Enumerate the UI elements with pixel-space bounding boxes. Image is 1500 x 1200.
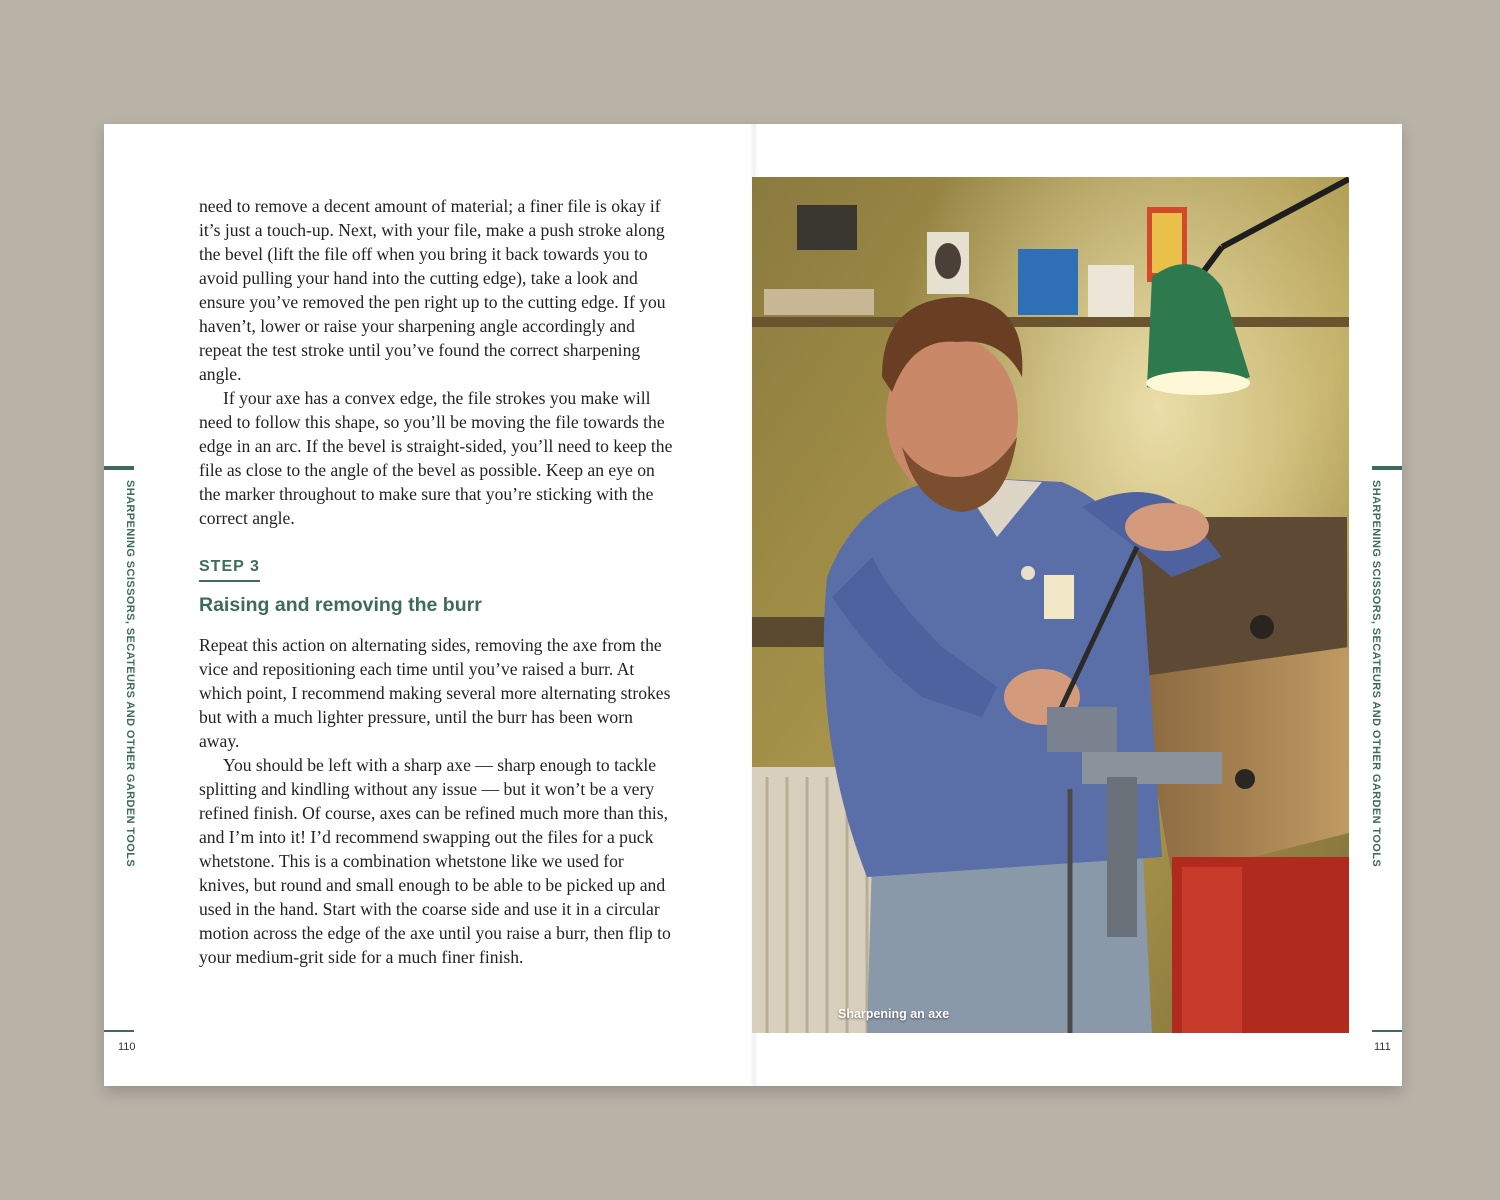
right-side-tab-bar bbox=[1372, 466, 1402, 470]
photo-caption: Sharpening an axe bbox=[838, 1007, 950, 1021]
left-page bbox=[104, 124, 752, 1086]
right-side-tab-label: SHARPENING SCISSORS, SECATEURS AND OTHER GARDEN TOOLS bbox=[1370, 480, 1382, 868]
workshop-photo-illustration bbox=[752, 177, 1349, 1033]
left-page-body bbox=[199, 194, 674, 969]
book-spread bbox=[104, 124, 1402, 1086]
left-page-number: 110 bbox=[118, 1041, 136, 1053]
left-folio-rule bbox=[104, 1030, 134, 1032]
right-page-number: 111 bbox=[1374, 1041, 1391, 1053]
paragraph-1: need to remove a decent amount of material; a finer file is okay if it’s just a touch-up. Next, with your file, make a push stroke along the bevel (lift the file off when you bring it back towards you to avoid pulling your hand into the cutting edge), take a look and ensure you’ve removed the pen right up to the cutting edge. If you haven’t, lower or raise your sharpening angle accordingly and repeat the test stroke until you’ve found the correct sharpening angle. bbox=[199, 196, 666, 384]
workshop-photo bbox=[752, 177, 1349, 1033]
paragraph-3: Repeat this action on alternating sides, removing the axe from the vice and repositioning each time until you’ve raised a burr. At which point, I recommend making several more alternating strokes but with a much lighter pressure, until the burr has been worn away. bbox=[199, 635, 671, 751]
right-page bbox=[752, 124, 1402, 1086]
right-folio-rule bbox=[1372, 1030, 1402, 1032]
left-side-tab-label: SHARPENING SCISSORS, SECATEURS AND OTHER GARDEN TOOLS bbox=[124, 480, 136, 868]
paragraph-4: You should be left with a sharp axe — sharp enough to tackle splitting and kindling without any issue — but it won’t be a very refined finish. Of course, axes can be refined much more than this, and I’m into it! I’d recommend swapping out the files for a puck whetstone. This is a combination whetstone like we used for knives, but round and small enough to be able to be picked up and used in the hand. Start with the coarse side and use it in a circular motion across the edge of the axe until you raise a burr, then flip to your medium-grit side for a much finer finish. bbox=[199, 755, 671, 967]
left-side-tab-bar bbox=[104, 466, 134, 470]
blue-device bbox=[1018, 249, 1078, 315]
bench-vice bbox=[1047, 707, 1117, 752]
paragraph-2: If your axe has a convex edge, the file strokes you make will need to follow this shape, so you’ll be moving the file towards the edge in an arc. If the bevel is straight-sided, you’ll need to keep the file as close to the angle of the bevel as possible. Keep an eye on the marker throughout to make sure that you’re sticking with the correct angle. bbox=[199, 388, 673, 528]
framed-photo bbox=[797, 205, 857, 250]
step-label: STEP 3 bbox=[199, 557, 260, 582]
step-title: Raising and removing the burr bbox=[199, 594, 482, 616]
